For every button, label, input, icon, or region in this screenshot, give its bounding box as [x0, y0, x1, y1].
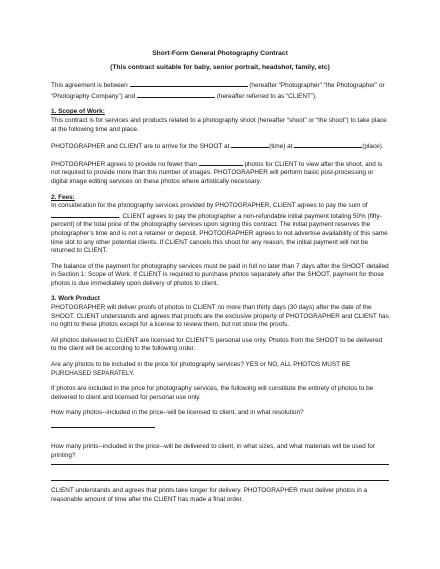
document-title: Short-Form General Photography Contract: [152, 50, 288, 57]
intro-paragraph: [51, 80, 389, 101]
photographer-name-blank[interactable]: [130, 80, 248, 87]
s1-p2-text-b: (time) at: [269, 143, 293, 151]
section-3-heading: 3. Work Product: [51, 295, 100, 303]
section-3-paragraph-5: CLIENT understands and agrees that prints take longer for delivery. PHOTOGRAPHER must deliver photos in a reasonable amount of time after the CLIENT has made a final order.: [51, 487, 368, 503]
intro-text-c: “Photography Company”) and: [51, 92, 136, 100]
photos-answer-line[interactable]: [51, 427, 155, 428]
section-2-paragraph-1: [51, 202, 389, 256]
document-subtitle: (This contract suitable for baby, senior portrait, headshot, family, etc): [110, 63, 330, 71]
s2-p1-text-a: In consideration for the photography services provided by PHOTOGRAPHER, CLIENT agrees to pay the sum of: [51, 202, 368, 210]
intro-text-d: (hereafter referred to as “CLIENT”).: [216, 92, 317, 100]
s2-p1-text-b: . CLIENT agrees to pay the photographer a non-refundable initial payment totaling 50% (fifty-percent) of the total price of the photography services upon signing this contract. The initial payment reserves the photographer’s time and is not a retainer or deposit. PHOTOGRAPHER agrees to not advertise availability of this same time slot to any other potential clients. If CLIENT cancels this shoot for any reason, the initial payment will not be returned to CLIENT.: [51, 212, 388, 255]
section-1-paragraph-2: [51, 141, 389, 152]
s1-p3-text-a: PHOTOGRAPHER agrees to provide no fewer than: [51, 160, 197, 168]
shoot-time-blank[interactable]: [231, 141, 269, 148]
section-3-paragraph-3: Are any photos to be included in the price for photography services? YES or NO, ALL PHOTOS MUST BE PURCHASED SEPARATELY.: [51, 361, 351, 377]
section-3-paragraph-1: PHOTOGRAPHER will deliver proofs of photos to CLIENT no more than thirty days (30 days) after the date of the SHOOT. CLIENT understands and agrees that proofs are the exclusive property of PHOTOGRAPHER and CLIENT has no right to these photos except for a license to review them, but not store the proofs.: [51, 304, 389, 329]
s1-p2-text-c: (place).: [362, 143, 384, 151]
s1-p2-text-a: PHOTOGRAPHER and CLIENT are to arrive for the SHOOT at: [51, 143, 230, 151]
section-1-paragraph-1: This contract is for services and products related to a photography shoot (hereafter “shoot” or “the shoot”) to take place at the following time and place.: [51, 116, 387, 133]
photo-count-blank[interactable]: [199, 159, 243, 166]
client-name-blank[interactable]: [137, 91, 215, 98]
question-photos: How many photos--included in the price--will be licensed to client, and in what resolution?: [51, 409, 304, 417]
section-3-paragraph-4: If photos are included in the price for photography services, the following will constitute the entirety of photos to be delivered to client and licensed for personal use only.: [51, 385, 374, 401]
prints-answer-line-2[interactable]: [51, 480, 389, 481]
question-prints: How many prints--included in the price--will be delivered to client, in what sizes, and what materials will be used for printing?: [51, 443, 375, 459]
s1-p3-text-b: photos for CLIENT to view after the shoot, and is not required to provide more than this number of images. PHOTOGRAPHER will perform basic post-processing or digital image editing services on these photos where artistically necessary.: [51, 160, 383, 185]
intro-text-a: This agreement is between: [51, 82, 128, 90]
section-3-paragraph-2: All photos delivered to CLIENT are licensed for CLIENT’S personal use only. Photos from the SHOOT to be delivered to the client will be according to the following order.: [51, 336, 383, 353]
intro-text-b: (hereafter “Photographer” “the Photographer” or: [249, 82, 385, 90]
section-1-paragraph-3: [51, 159, 389, 187]
section-1-heading: 1. Scope of Work:: [51, 108, 105, 116]
shoot-place-blank[interactable]: [294, 141, 362, 148]
section-2-paragraph-2: The balance of the payment for photography services must be paid in full no later than 7 days after the SHOOT detailed in Section 1: Scope of Work. If CLIENT is required to purchase photos separately after the SHOOT, payment for those photos is due immediately upon delivery of photos to client.: [51, 262, 389, 287]
prints-answer-line-1[interactable]: [51, 464, 389, 465]
fee-amount-blank[interactable]: [51, 211, 119, 218]
section-2-heading: 2. Fees:: [51, 193, 75, 201]
